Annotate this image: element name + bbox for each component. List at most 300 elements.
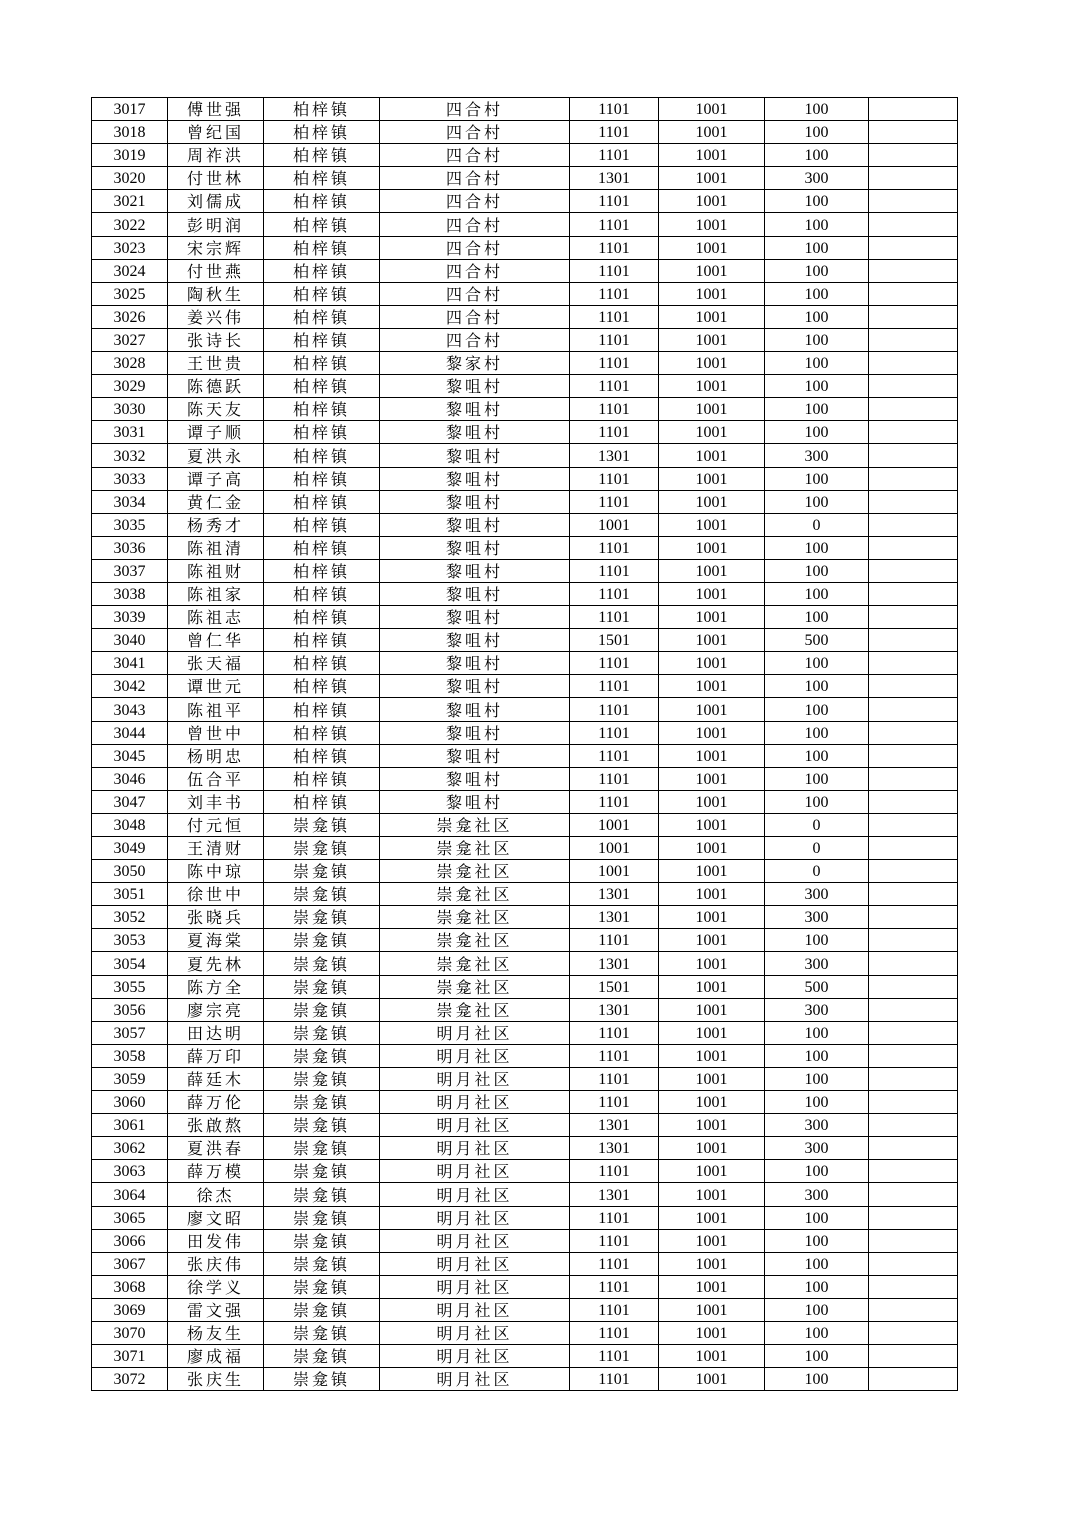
cell-code-b: 1001 [659,652,765,675]
cell-name: 陈祖财 [168,559,264,582]
cell-name: 谭世元 [168,675,264,698]
cell-village: 黎咀村 [380,675,570,698]
table-row [92,1345,958,1368]
cell-remark [869,975,958,998]
cell-name: 夏洪春 [168,1137,264,1160]
cell-name: 夏先林 [168,952,264,975]
cell-amount: 500 [765,629,869,652]
table-body [92,98,958,1391]
cell-name: 陈祖家 [168,582,264,605]
cell-serial: 3065 [92,1206,168,1229]
cell-code-a: 1101 [570,375,659,398]
cell-name: 薛万模 [168,1160,264,1183]
cell-serial: 3029 [92,375,168,398]
cell-remark [869,1229,958,1252]
cell-code-b: 1001 [659,490,765,513]
cell-amount: 100 [765,1345,869,1368]
cell-serial: 3057 [92,1021,168,1044]
cell-amount: 0 [765,513,869,536]
cell-town: 柏梓镇 [264,767,380,790]
cell-name: 张庆生 [168,1368,264,1391]
cell-name: 刘儒成 [168,190,264,213]
cell-serial: 3033 [92,467,168,490]
cell-town: 柏梓镇 [264,236,380,259]
cell-name: 陈德跃 [168,375,264,398]
cell-name: 薛万印 [168,1044,264,1067]
cell-name: 张啟熬 [168,1114,264,1137]
table-row [92,559,958,582]
cell-town: 柏梓镇 [264,536,380,559]
cell-town: 崇龛镇 [264,1183,380,1206]
cell-town: 崇龛镇 [264,813,380,836]
cell-code-a: 1301 [570,952,659,975]
cell-town: 崇龛镇 [264,1368,380,1391]
cell-code-a: 1101 [570,467,659,490]
cell-code-b: 1001 [659,1091,765,1114]
cell-village: 黎咀村 [380,421,570,444]
table-row [92,444,958,467]
cell-village: 四合村 [380,328,570,351]
cell-village: 崇龛社区 [380,906,570,929]
cell-remark [869,1345,958,1368]
cell-village: 明月社区 [380,1345,570,1368]
cell-remark [869,837,958,860]
cell-village: 崇龛社区 [380,837,570,860]
cell-village: 黎咀村 [380,652,570,675]
cell-amount: 0 [765,813,869,836]
cell-code-b: 1001 [659,1044,765,1067]
cell-name: 夏海棠 [168,929,264,952]
cell-remark [869,1021,958,1044]
cell-amount: 100 [765,929,869,952]
cell-town: 柏梓镇 [264,190,380,213]
cell-code-a: 1101 [570,121,659,144]
cell-village: 明月社区 [380,1229,570,1252]
cell-village: 四合村 [380,236,570,259]
cell-code-a: 1301 [570,906,659,929]
cell-village: 崇龛社区 [380,813,570,836]
table-row [92,1183,958,1206]
cell-remark [869,167,958,190]
cell-name: 刘丰书 [168,790,264,813]
table-row [92,698,958,721]
cell-remark [869,236,958,259]
cell-name: 陈中琼 [168,860,264,883]
cell-town: 柏梓镇 [264,98,380,121]
cell-amount: 100 [765,259,869,282]
cell-name: 曾世中 [168,721,264,744]
cell-code-a: 1501 [570,975,659,998]
cell-serial: 3018 [92,121,168,144]
table-row [92,190,958,213]
table-row [92,1275,958,1298]
cell-name: 傅世强 [168,98,264,121]
table-row [92,259,958,282]
cell-remark [869,190,958,213]
cell-name: 张晓兵 [168,906,264,929]
cell-serial: 3046 [92,767,168,790]
cell-serial: 3036 [92,536,168,559]
table-row [92,721,958,744]
cell-serial: 3032 [92,444,168,467]
cell-serial: 3054 [92,952,168,975]
cell-remark [869,121,958,144]
cell-serial: 3037 [92,559,168,582]
cell-amount: 100 [765,582,869,605]
cell-amount: 100 [765,236,869,259]
cell-village: 四合村 [380,282,570,305]
cell-amount: 300 [765,1137,869,1160]
cell-code-b: 1001 [659,975,765,998]
cell-amount: 100 [765,1321,869,1344]
table-row [92,860,958,883]
cell-remark [869,1114,958,1137]
cell-town: 崇龛镇 [264,860,380,883]
table-row [92,282,958,305]
cell-remark [869,929,958,952]
cell-village: 明月社区 [380,1275,570,1298]
cell-remark [869,1206,958,1229]
cell-code-a: 1101 [570,282,659,305]
cell-remark [869,328,958,351]
table-row [92,744,958,767]
cell-remark [869,352,958,375]
cell-town: 崇龛镇 [264,998,380,1021]
cell-code-b: 1001 [659,1137,765,1160]
cell-village: 四合村 [380,213,570,236]
cell-code-b: 1001 [659,144,765,167]
cell-serial: 3063 [92,1160,168,1183]
cell-remark [869,305,958,328]
cell-amount: 300 [765,1183,869,1206]
cell-serial: 3038 [92,582,168,605]
cell-village: 黎咀村 [380,513,570,536]
cell-amount: 100 [765,698,869,721]
cell-name: 夏洪永 [168,444,264,467]
cell-code-b: 1001 [659,559,765,582]
cell-name: 雷文强 [168,1298,264,1321]
cell-remark [869,1321,958,1344]
cell-serial: 3039 [92,606,168,629]
cell-village: 明月社区 [380,1021,570,1044]
cell-code-a: 1301 [570,1183,659,1206]
cell-remark [869,1160,958,1183]
table-row [92,1044,958,1067]
cell-name: 薛万伦 [168,1091,264,1114]
cell-serial: 3031 [92,421,168,444]
table-row [92,813,958,836]
cell-remark [869,606,958,629]
cell-code-b: 1001 [659,998,765,1021]
cell-remark [869,444,958,467]
cell-serial: 3058 [92,1044,168,1067]
cell-village: 黎咀村 [380,582,570,605]
cell-town: 崇龛镇 [264,1044,380,1067]
cell-village: 黎咀村 [380,467,570,490]
cell-name: 廖文昭 [168,1206,264,1229]
cell-code-a: 1101 [570,1368,659,1391]
table-row [92,906,958,929]
cell-code-b: 1001 [659,1183,765,1206]
cell-remark [869,1137,958,1160]
cell-town: 崇龛镇 [264,975,380,998]
cell-amount: 100 [765,490,869,513]
cell-code-b: 1001 [659,282,765,305]
cell-remark [869,513,958,536]
cell-town: 崇龛镇 [264,1160,380,1183]
cell-amount: 300 [765,444,869,467]
cell-name: 陈祖志 [168,606,264,629]
cell-serial: 3066 [92,1229,168,1252]
cell-serial: 3034 [92,490,168,513]
cell-amount: 100 [765,352,869,375]
cell-code-a: 1101 [570,259,659,282]
cell-amount: 100 [765,536,869,559]
cell-code-a: 1001 [570,860,659,883]
cell-remark [869,698,958,721]
cell-remark [869,790,958,813]
cell-amount: 100 [765,606,869,629]
cell-serial: 3048 [92,813,168,836]
cell-name: 张天福 [168,652,264,675]
cell-serial: 3025 [92,282,168,305]
cell-amount: 100 [765,121,869,144]
cell-amount: 100 [765,1021,869,1044]
cell-code-b: 1001 [659,352,765,375]
cell-remark [869,1183,958,1206]
table-row [92,1298,958,1321]
cell-code-b: 1001 [659,929,765,952]
table-row [92,1137,958,1160]
cell-serial: 3072 [92,1368,168,1391]
cell-village: 四合村 [380,98,570,121]
cell-code-a: 1101 [570,1275,659,1298]
cell-village: 四合村 [380,121,570,144]
table-row [92,767,958,790]
cell-code-b: 1001 [659,328,765,351]
cell-town: 柏梓镇 [264,629,380,652]
cell-code-a: 1101 [570,190,659,213]
cell-code-b: 1001 [659,421,765,444]
cell-name: 陈祖平 [168,698,264,721]
cell-village: 崇龛社区 [380,998,570,1021]
cell-serial: 3026 [92,305,168,328]
cell-remark [869,1368,958,1391]
cell-remark [869,1067,958,1090]
cell-code-a: 1101 [570,675,659,698]
cell-code-a: 1101 [570,652,659,675]
cell-serial: 3050 [92,860,168,883]
table-row [92,675,958,698]
cell-amount: 100 [765,767,869,790]
cell-amount: 300 [765,998,869,1021]
cell-code-a: 1101 [570,398,659,421]
cell-serial: 3019 [92,144,168,167]
cell-town: 柏梓镇 [264,513,380,536]
cell-code-b: 1001 [659,121,765,144]
cell-remark [869,906,958,929]
cell-code-a: 1101 [570,144,659,167]
cell-serial: 3020 [92,167,168,190]
cell-remark [869,398,958,421]
cell-remark [869,952,958,975]
cell-code-b: 1001 [659,1252,765,1275]
cell-amount: 100 [765,467,869,490]
cell-name: 彭明润 [168,213,264,236]
cell-village: 黎咀村 [380,444,570,467]
cell-village: 四合村 [380,190,570,213]
cell-remark [869,744,958,767]
cell-village: 崇龛社区 [380,975,570,998]
cell-serial: 3028 [92,352,168,375]
cell-code-b: 1001 [659,398,765,421]
cell-serial: 3053 [92,929,168,952]
cell-name: 王清财 [168,837,264,860]
cell-remark [869,98,958,121]
cell-code-a: 1101 [570,421,659,444]
cell-name: 曾仁华 [168,629,264,652]
cell-village: 黎咀村 [380,606,570,629]
cell-town: 柏梓镇 [264,490,380,513]
table-row [92,652,958,675]
table-row [92,582,958,605]
table-row [92,467,958,490]
cell-name: 田发伟 [168,1229,264,1252]
cell-code-b: 1001 [659,675,765,698]
cell-code-a: 1101 [570,490,659,513]
cell-serial: 3069 [92,1298,168,1321]
cell-code-b: 1001 [659,375,765,398]
cell-code-a: 1101 [570,1044,659,1067]
cell-code-b: 1001 [659,813,765,836]
table-row [92,375,958,398]
table-row [92,606,958,629]
cell-village: 四合村 [380,144,570,167]
table-row [92,144,958,167]
table-row [92,490,958,513]
cell-name: 陈祖清 [168,536,264,559]
table-row [92,1368,958,1391]
cell-serial: 3043 [92,698,168,721]
cell-code-a: 1101 [570,582,659,605]
cell-serial: 3030 [92,398,168,421]
cell-code-b: 1001 [659,1114,765,1137]
cell-remark [869,375,958,398]
cell-amount: 100 [765,675,869,698]
cell-village: 黎咀村 [380,559,570,582]
table-row [92,1160,958,1183]
cell-amount: 300 [765,906,869,929]
cell-amount: 100 [765,282,869,305]
cell-code-a: 1301 [570,1114,659,1137]
cell-amount: 300 [765,883,869,906]
cell-town: 柏梓镇 [264,121,380,144]
cell-code-b: 1001 [659,629,765,652]
cell-code-b: 1001 [659,744,765,767]
cell-town: 崇龛镇 [264,1091,380,1114]
cell-code-a: 1101 [570,929,659,952]
cell-code-b: 1001 [659,467,765,490]
cell-town: 柏梓镇 [264,606,380,629]
cell-town: 柏梓镇 [264,559,380,582]
cell-town: 柏梓镇 [264,328,380,351]
cell-village: 明月社区 [380,1137,570,1160]
table-row [92,536,958,559]
cell-code-a: 1101 [570,1067,659,1090]
cell-amount: 100 [765,1091,869,1114]
cell-code-a: 1101 [570,1252,659,1275]
cell-town: 柏梓镇 [264,305,380,328]
cell-serial: 3035 [92,513,168,536]
cell-code-b: 1001 [659,513,765,536]
cell-name: 周祚洪 [168,144,264,167]
cell-code-b: 1001 [659,167,765,190]
cell-code-a: 1101 [570,1091,659,1114]
cell-code-a: 1101 [570,767,659,790]
table-row [92,790,958,813]
cell-serial: 3024 [92,259,168,282]
table-row [92,1252,958,1275]
table-row [92,1067,958,1090]
cell-village: 明月社区 [380,1160,570,1183]
table-row [92,513,958,536]
cell-remark [869,813,958,836]
cell-amount: 300 [765,167,869,190]
cell-village: 明月社区 [380,1044,570,1067]
cell-code-a: 1301 [570,998,659,1021]
cell-serial: 3047 [92,790,168,813]
cell-amount: 500 [765,975,869,998]
cell-remark [869,1275,958,1298]
cell-remark [869,883,958,906]
cell-town: 崇龛镇 [264,1252,380,1275]
cell-village: 明月社区 [380,1067,570,1090]
cell-name: 伍合平 [168,767,264,790]
cell-amount: 100 [765,744,869,767]
cell-town: 柏梓镇 [264,721,380,744]
cell-remark [869,259,958,282]
cell-code-b: 1001 [659,1368,765,1391]
cell-town: 崇龛镇 [264,952,380,975]
cell-remark [869,652,958,675]
cell-serial: 3055 [92,975,168,998]
cell-village: 黎咀村 [380,767,570,790]
cell-town: 柏梓镇 [264,421,380,444]
cell-amount: 100 [765,790,869,813]
cell-name: 徐世中 [168,883,264,906]
cell-name: 付元恒 [168,813,264,836]
cell-remark [869,282,958,305]
table-row [92,837,958,860]
table-row [92,328,958,351]
cell-code-b: 1001 [659,1067,765,1090]
cell-code-a: 1101 [570,1021,659,1044]
cell-town: 柏梓镇 [264,144,380,167]
cell-remark [869,767,958,790]
cell-code-a: 1101 [570,305,659,328]
cell-remark [869,675,958,698]
cell-amount: 100 [765,328,869,351]
cell-code-b: 1001 [659,1298,765,1321]
cell-town: 柏梓镇 [264,744,380,767]
cell-name: 曾纪国 [168,121,264,144]
cell-town: 崇龛镇 [264,837,380,860]
cell-amount: 100 [765,375,869,398]
cell-serial: 3052 [92,906,168,929]
cell-remark [869,1044,958,1067]
cell-code-b: 1001 [659,698,765,721]
cell-code-b: 1001 [659,1345,765,1368]
